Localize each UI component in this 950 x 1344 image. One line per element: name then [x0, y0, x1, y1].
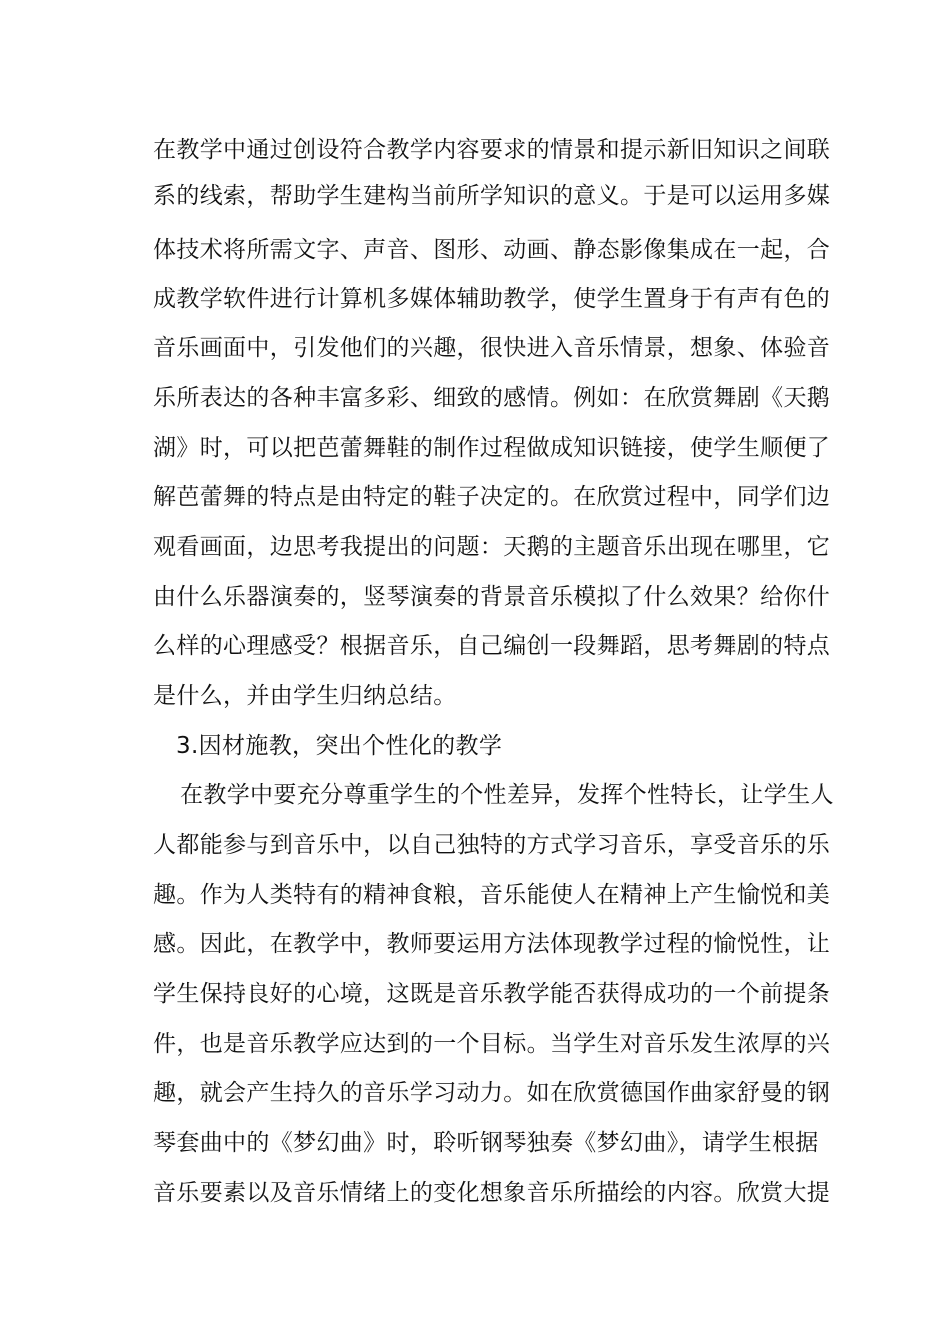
paragraph-2-line: 在教学中要充分尊重学生的个性差异，发挥个性特长，让学生人	[180, 782, 834, 808]
paragraph-2-line: 学生保持良好的心境，这既是音乐教学能否获得成功的一个前提条	[153, 981, 831, 1007]
paragraph-2-line: 人都能参与到音乐中，以自己独特的方式学习音乐，享受音乐的乐	[153, 832, 831, 858]
paragraph-1-line: 系的线索，帮助学生建构当前所学知识的意义。于是可以运用多媒	[153, 183, 831, 209]
paragraph-2-line: 感。因此，在教学中，教师要运用方法体现教学过程的愉悦性，让	[153, 931, 831, 957]
section-heading: 3.因材施教，突出个性化的教学	[176, 733, 503, 759]
paragraph-1-line: 音乐画面中，引发他们的兴趣，很快进入音乐情景，想象、体验音	[153, 335, 831, 361]
paragraph-1-line: 是什么，并由学生归纳总结。	[153, 683, 457, 709]
paragraph-2-line: 音乐要素以及音乐情绪上的变化想象音乐所描绘的内容。欣赏大提	[153, 1180, 831, 1206]
paragraph-1-line: 由什么乐器演奏的，竖琴演奏的背景音乐模拟了什么效果？给你什	[153, 584, 831, 610]
paragraph-2-line: 琴套曲中的《梦幻曲》时，聆听钢琴独奏《梦幻曲》，请学生根据	[153, 1130, 819, 1156]
paragraph-2-line: 件，也是音乐教学应达到的一个目标。当学生对音乐发生浓厚的兴	[153, 1031, 831, 1057]
paragraph-1-line: 成教学软件进行计算机多媒体辅助教学，使学生置身于有声有色的	[153, 286, 831, 312]
paragraph-1-line: 么样的心理感受？根据音乐，自己编创一段舞蹈，思考舞剧的特点	[153, 633, 831, 659]
paragraph-1-line: 在教学中通过创设符合教学内容要求的情景和提示新旧知识之间联	[153, 137, 831, 163]
paragraph-2-line: 趣，就会产生持久的音乐学习动力。如在欣赏德国作曲家舒曼的钢	[153, 1080, 831, 1106]
paragraph-1-line: 乐所表达的各种丰富多彩、细致的感情。例如：在欣赏舞剧《天鹅	[153, 385, 831, 411]
paragraph-1-line: 湖》时，可以把芭蕾舞鞋的制作过程做成知识链接，使学生顺便了	[153, 435, 831, 461]
paragraph-1-line: 解芭蕾舞的特点是由特定的鞋子决定的。在欣赏过程中，同学们边	[153, 484, 831, 510]
paragraph-1-line: 体技术将所需文字、声音、图形、动画、静态影像集成在一起，合	[153, 237, 831, 263]
paragraph-1-line: 观看画面，边思考我提出的问题：天鹅的主题音乐出现在哪里，它	[153, 534, 831, 560]
paragraph-2-line: 趣。作为人类特有的精神食粮，音乐能使人在精神上产生愉悦和美	[153, 882, 831, 908]
